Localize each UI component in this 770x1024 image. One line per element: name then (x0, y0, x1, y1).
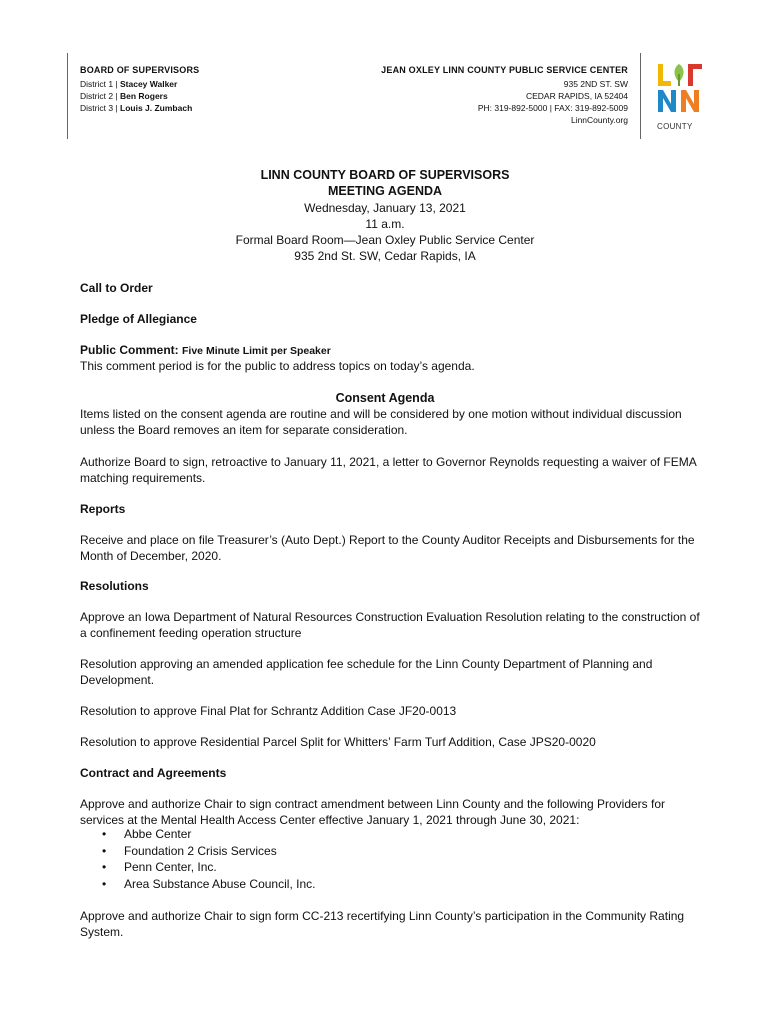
consent-agenda-item: Authorize Board to sign, retroactive to January 11, 2021, a letter to Governor Reynolds requesting a waiver of FEMA matching requirements. (80, 455, 697, 485)
resolution-item: Approve an Iowa Department of Natural Resources Construction Evaluation Resolution relating to the construction of a confinement feeding operation structure (80, 610, 700, 640)
logo-county-text: COUNTY (657, 122, 693, 131)
list-item: • Abbe Center (80, 826, 315, 843)
address-line-1: 935 2ND ST. SW (563, 79, 628, 89)
public-comment-heading: Public Comment: Five Minute Limit per Speaker (80, 343, 331, 357)
phone-fax: PH: 319-892-5000 | FAX: 319-892-5009 (477, 103, 628, 113)
reports-item: Receive and place on file Treasurer’s (Auto Dept.) Report to the County Auditor Receipts and Disbursements for the Month of December, 2020. (80, 533, 695, 563)
board-of-supervisors-block (80, 64, 199, 114)
consent-agenda-text: Items listed on the consent agenda are routine and will be considered by one motion without individual discussion unless the Board removes an item for separate consideration. (80, 407, 682, 437)
contracts-heading: Contract and Agreements (80, 766, 227, 780)
agenda-title: LINN COUNTY BOARD OF SUPERVISORS (260, 168, 510, 182)
website: LinnCounty.org (570, 115, 628, 125)
board-title: BOARD OF SUPERVISORS (80, 65, 200, 75)
meeting-room: Formal Board Room—Jean Oxley Public Service Center (235, 233, 535, 247)
service-center-title: JEAN OXLEY LINN COUNTY PUBLIC SERVICE CENTER (381, 65, 628, 75)
pledge-of-allegiance: Pledge of Allegiance (80, 312, 197, 326)
meeting-date: Wednesday, January 13, 2021 (304, 201, 466, 215)
meeting-time: 11 a.m. (365, 217, 405, 231)
contract-item: Approve and authorize Chair to sign contract amendment between Linn County and the following Providers for services at the Mental Health Access Center effective January 1, 2021 through June 30, 2021: (80, 797, 666, 827)
list-item: • Foundation 2 Crisis Services (80, 843, 315, 860)
resolution-item: Resolution approving an amended application fee schedule for the Linn County Department of Planning and Development. (80, 657, 653, 687)
meeting-address: 935 2nd St. SW, Cedar Rapids, IA (294, 249, 476, 263)
district-2: District 2 | Ben Rogers (80, 91, 168, 101)
public-comment-text: This comment period is for the public to address topics on today’s agenda. (80, 359, 475, 373)
district-3: District 3 | Louis J. Zumbach (80, 103, 193, 113)
district-1: District 1 | Stacey Walker (80, 79, 178, 89)
providers-list (80, 826, 315, 892)
address-line-2: CEDAR RAPIDS, IA 52404 (525, 91, 628, 101)
service-center-block (381, 64, 628, 126)
list-item: • Penn Center, Inc. (80, 859, 315, 876)
resolution-item: Resolution to approve Final Plat for Schrantz Addition Case JF20-0013 (80, 704, 457, 718)
resolutions-heading: Resolutions (80, 579, 149, 593)
agenda-subtitle: MEETING AGENDA (327, 184, 443, 198)
call-to-order: Call to Order (80, 281, 153, 295)
contract-item: Approve and authorize Chair to sign form CC-213 recertifying Linn County’s participation in the Community Rating System. (80, 909, 685, 939)
header-left-divider (67, 53, 68, 139)
resolution-item: Resolution to approve Residential Parcel Split for Whitters’ Farm Turf Addition, Case JPS20-0020 (80, 735, 596, 749)
list-item: • Area Substance Abuse Council, Inc. (80, 876, 315, 893)
consent-agenda-heading: Consent Agenda (335, 391, 435, 405)
header-right-divider (640, 53, 641, 139)
reports-heading: Reports (80, 502, 126, 516)
